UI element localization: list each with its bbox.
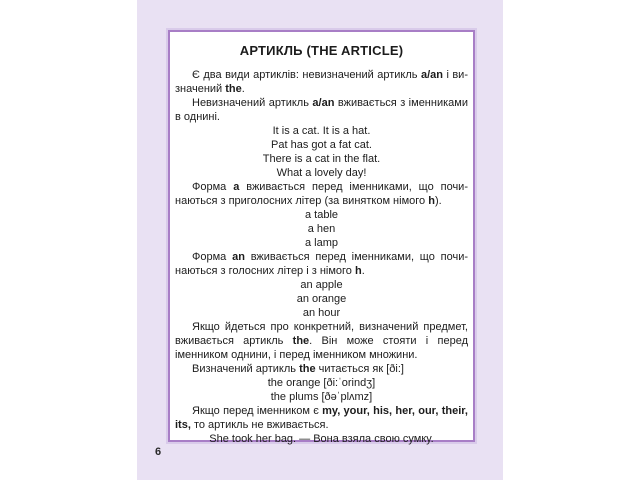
text-line (175, 96, 468, 110)
text-line (175, 166, 468, 180)
text: the plums [ðəˈplʌmz] (270, 391, 373, 403)
text: Якщо йдеться про конкретний, визначений предмет, (192, 321, 468, 333)
text-line (175, 292, 468, 306)
bold-text: a (233, 181, 240, 193)
text-line (175, 348, 468, 362)
text-line (175, 278, 468, 292)
bold-text: h (428, 195, 435, 207)
text-line (175, 194, 468, 208)
text: Якщо перед іменником є (192, 405, 323, 417)
text: наються з голосних літер і з німого (175, 265, 355, 277)
text: . (241, 83, 245, 95)
text: вживається перед іменниками, що почи- (244, 251, 469, 263)
text: Форма (192, 181, 234, 193)
text-line (175, 418, 468, 432)
bold-text: the (225, 83, 242, 95)
text: наються з приголосних літер (за винятком німого (175, 195, 429, 207)
text-line (175, 376, 468, 390)
text: Є два види артиклів: невизначений артикль (192, 69, 421, 81)
text: Pat has got a fat cat. (271, 139, 372, 151)
page-number: 6 (155, 446, 162, 458)
bold-text: a/an (312, 97, 335, 109)
text: вживається з іменниками (334, 97, 468, 109)
text-line (175, 264, 468, 278)
text: an orange (296, 293, 347, 305)
text-line (175, 110, 468, 124)
text: It is a cat. It is a hat. (272, 125, 371, 137)
text: There is a cat in the flat. (262, 153, 381, 165)
text-line (175, 390, 468, 404)
text-line (175, 222, 468, 236)
text: вживається артикль (175, 335, 293, 347)
text: значений (175, 83, 226, 95)
bold-text: a/an (420, 69, 443, 81)
book-page (137, 0, 503, 480)
text: вживається перед іменниками, що почи- (239, 181, 468, 193)
content-frame (168, 30, 475, 445)
text-line (175, 138, 468, 152)
text: a table (304, 209, 339, 221)
bold-text: h (354, 265, 362, 277)
text: . (361, 265, 365, 277)
text-line (175, 432, 468, 446)
text: читається як [ði:] (315, 363, 404, 375)
text: Невизначений артикль (192, 97, 313, 109)
text: іменником однини, і перед іменником множини. (175, 349, 418, 361)
text: the orange [ði:ˈorindʒ] (267, 377, 376, 389)
bold-text: an (232, 251, 245, 263)
text: a hen (307, 223, 336, 235)
text: a lamp (304, 237, 339, 249)
text-line (175, 124, 468, 138)
bold-text: its, (175, 419, 191, 431)
text: Визначений артикль (192, 363, 300, 375)
text-line (175, 152, 468, 166)
text: в однині. (175, 111, 220, 123)
text-line (175, 180, 468, 194)
text-line (175, 320, 468, 334)
text: She took her bag. — Вона взяла свою сумку. (209, 433, 434, 445)
text-line (175, 82, 468, 96)
text-line (175, 250, 468, 264)
text-line (175, 306, 468, 320)
text: an hour (302, 307, 341, 319)
bold-text: the (299, 363, 316, 375)
bold-text: the (292, 335, 310, 347)
text-line (175, 334, 468, 348)
text: What a lovely day! (276, 167, 367, 179)
text-line (175, 236, 468, 250)
text: то артикль не вживається. (190, 419, 329, 431)
text: ). (434, 195, 442, 207)
text-line (175, 362, 468, 376)
text: an apple (300, 279, 343, 291)
text-line (175, 68, 468, 82)
bold-text: my, your, his, her, our, their, (322, 405, 468, 417)
text: Форма (192, 251, 233, 263)
text-line (175, 404, 468, 418)
text-line (175, 208, 468, 222)
text: і ви- (442, 69, 468, 81)
section-title: АРТИКЛЬ (THE ARTICLE) (239, 43, 404, 58)
section-body (175, 68, 468, 446)
text: . Він може стояти і перед (309, 335, 468, 347)
